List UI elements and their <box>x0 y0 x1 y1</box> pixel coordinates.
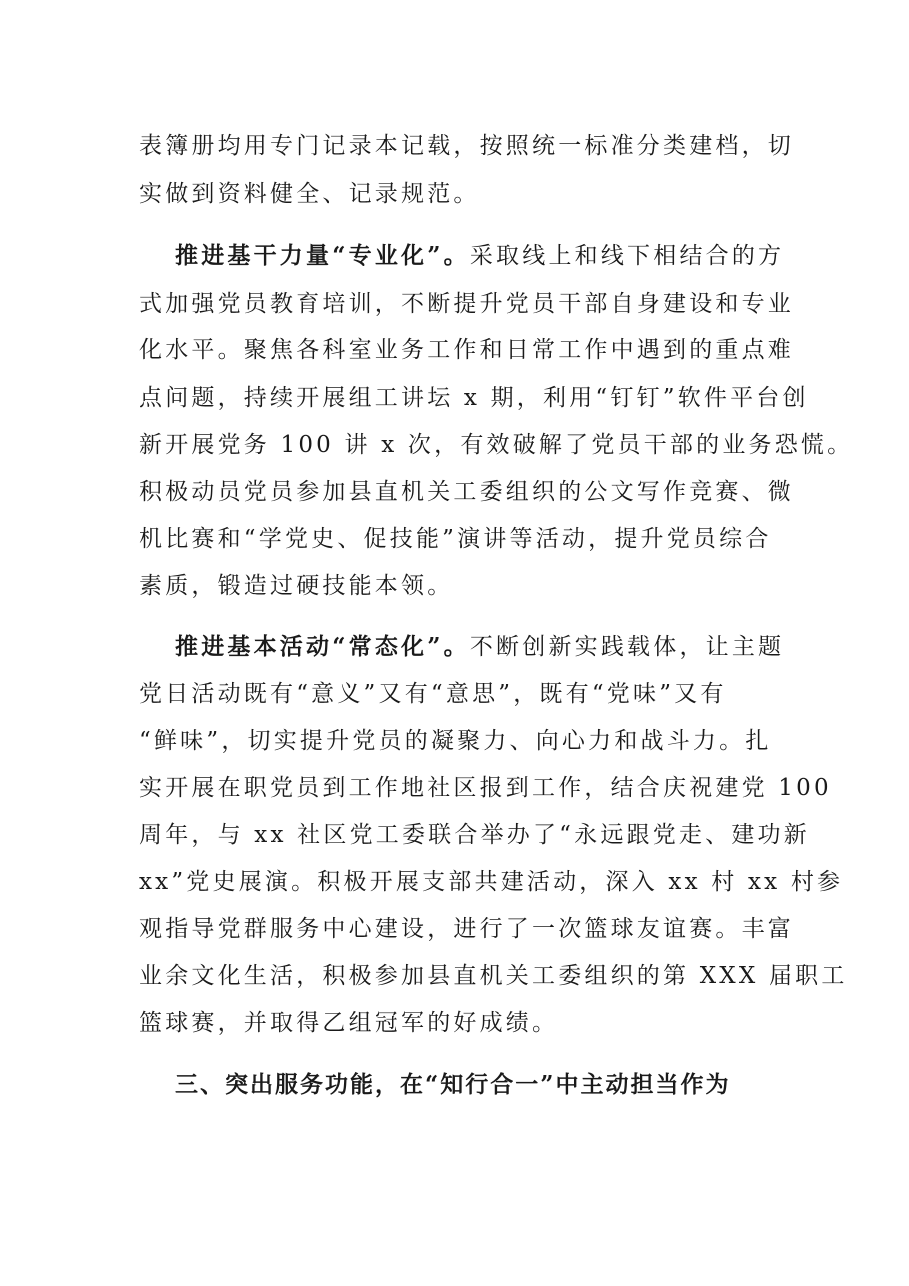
paragraph-2-line-3: 化水平。聚焦各科室业务工作和日常工作中遇到的重点难 <box>139 337 794 363</box>
paragraph-3-line-7: 观指导党群服务中心建设，进行了一次篮球友谊赛。丰富 <box>139 916 794 942</box>
paragraph-2-line-1-text: 采取线上和线下相结合的方 <box>469 243 785 269</box>
paragraph-2-line-1 <box>175 241 815 271</box>
paragraph-3-bold-lead: 推进基本活动“常态化”。 <box>175 633 470 660</box>
paragraph-1-line-2: 实做到资料健全、记录规范。 <box>139 181 480 207</box>
paragraph-3-line-2: 党日活动既有“意义”又有“意思”，既有“党味”又有 <box>139 681 727 707</box>
paragraph-2-line-7: 机比赛和“学党史、促技能”演讲等活动，提升党员综合 <box>139 526 772 552</box>
paragraph-3-line-8: 业余文化生活，积极参加县直机关工委组织的第 XXX 届职工 <box>139 963 848 989</box>
paragraph-3-line-9: 篮球赛，并取得乙组冠军的好成绩。 <box>139 1010 559 1036</box>
paragraph-1-line-1: 表簿册均用专门记录本记载，按照统一标准分类建档，切 <box>139 133 794 159</box>
paragraph-3-line-6: xx”党史展演。积极开展支部共建活动，深入 xx 村 xx 村参 <box>139 869 844 895</box>
paragraph-2-line-2: 式加强党员教育培训，不断提升党员干部自身建设和专业 <box>139 291 794 317</box>
paragraph-2-line-6: 积极动员党员参加县直机关工委组织的公文写作竞赛、微 <box>139 479 794 505</box>
paragraph-2-bold-lead: 推进基干力量“专业化”。 <box>175 242 470 269</box>
paragraph-2-line-5: 新开展党务 100 讲 x 次，有效破解了党员干部的业务恐慌。 <box>139 432 854 458</box>
paragraph-3-line-1-text: 不断创新实践载体，让主题 <box>469 634 785 660</box>
paragraph-3-line-5: 周年，与 xx 社区党工委联合举办了“永远跟党走、建功新 <box>139 822 810 848</box>
section-heading-3: 三、突出服务功能，在“知行合一”中主动担当作为 <box>175 1071 731 1098</box>
paragraph-3-line-1 <box>175 632 815 662</box>
paragraph-3-line-3: “鲜味”，切实提升党员的凝聚力、向心力和战斗力。扎 <box>139 728 772 754</box>
paragraph-2-line-4: 点问题，持续开展组工讲坛 x 期，利用“钉钉”软件平台创 <box>139 385 809 411</box>
paragraph-3-line-4: 实开展在职党员到工作地社区报到工作，结合庆祝建党 100 <box>139 775 832 801</box>
paragraph-2-line-8: 素质，锻造过硬技能本领。 <box>139 573 454 599</box>
